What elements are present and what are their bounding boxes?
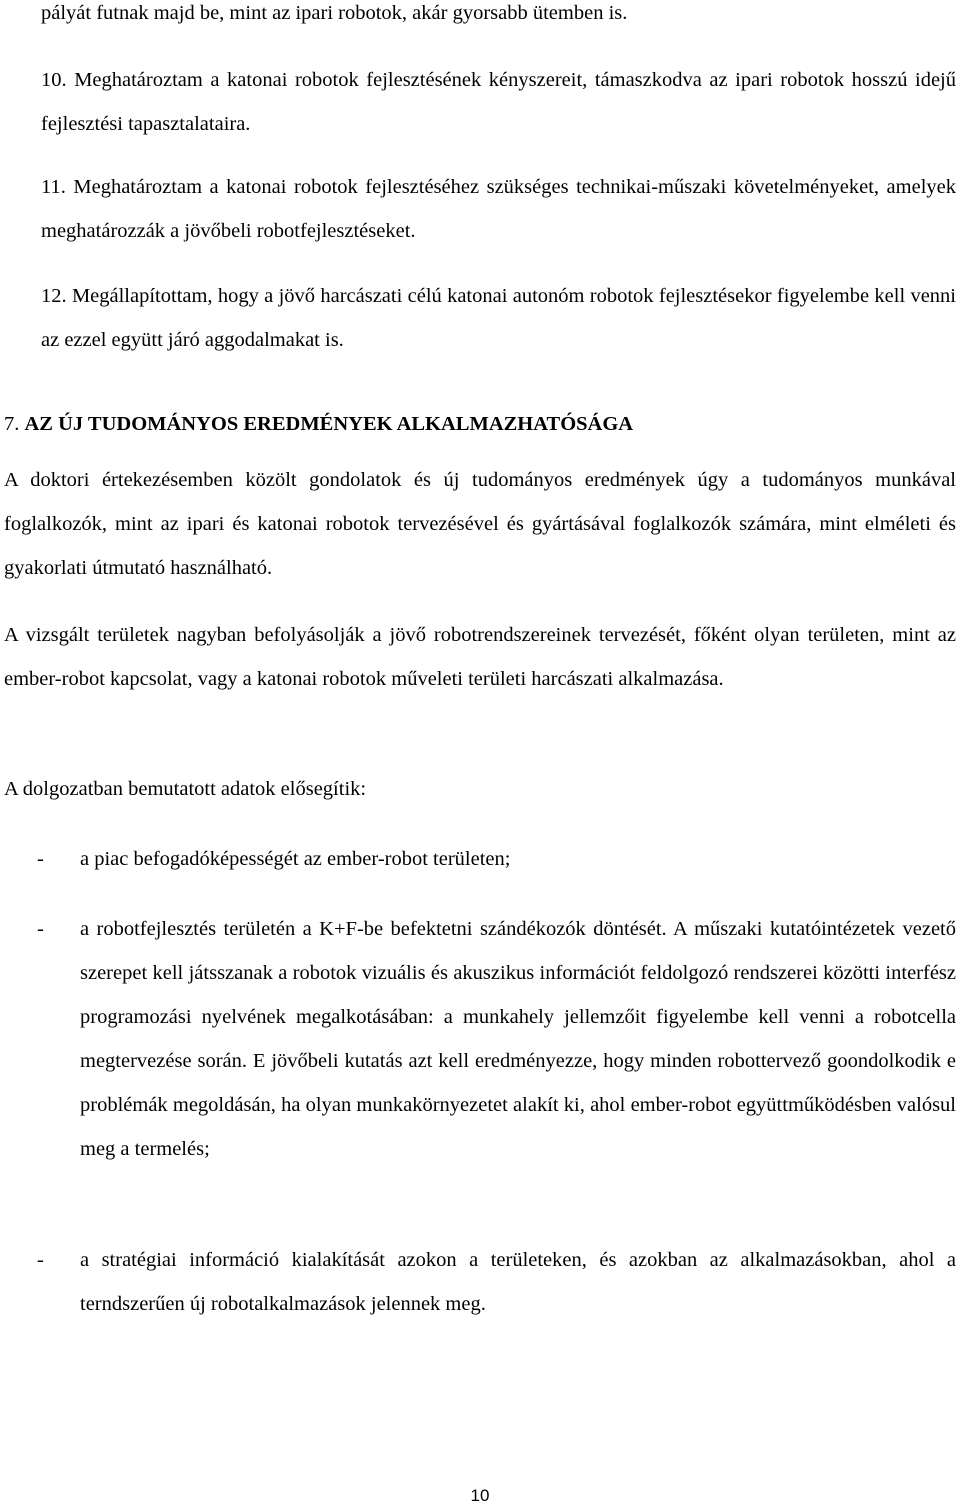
section-number: 7.: [4, 413, 20, 435]
bullet-marker: -: [37, 918, 44, 940]
paragraph-applicability: A doktori értekezésemben közölt gondolatok és új tudományos eredmények úgy a tudományos munkával foglalkozók, mint az ipari és katonai robotok tervezésével és gyártásával foglalkozók számára, mint elméleti és gyakorlati útmutató használható.: [4, 469, 956, 579]
bullet-marker: -: [37, 1249, 44, 1271]
section-title: AZ ÚJ TUDOMÁNYOS EREDMÉNYEK ALKALMAZHATÓSÁGA: [24, 413, 634, 435]
list-item: a stratégiai információ kialakítását azokon a területeken, és azokban az alkalmazásokban, ahol a terndszerűen új robotalkalmazások jelennek meg.: [80, 1249, 956, 1315]
numbered-item-11: 11. Meghatároztam a katonai robotok fejlesztéséhez szükséges technikai-műszaki követelményeket, amelyek meghatározzák a jövőbeli robotfejlesztéseket.: [41, 176, 956, 242]
numbered-item-12: 12. Megállapítottam, hogy a jövő harcászati célú katonai autonóm robotok fejlesztésekor figyelembe kell venni az ezzel együtt járó aggodalmakat is.: [41, 285, 956, 351]
list-item: a robotfejlesztés területén a K+F-be befektetni szándékozók döntését. A műszaki kutatóintézetek vezető szerepet kell játsszanak a robotok vizuális és akuszikus információt feldolgozó rendszerei közötti interfész programozási nyelvének megalkotásában: a munkahely jellemzőit figyelembe kell venni a robotcella megtervezése során. E jövőbeli kutatás azt kell eredményezze, hogy minden robottervező goondolkodik e problémák megoldásán, ha olyan munkakörnyezetet alakít ki, ahol ember-robot együttműködésben valósul meg a termelés;: [80, 918, 956, 1160]
section-heading: [4, 402, 633, 446]
bullet-marker: -: [37, 848, 44, 870]
page-number: 10: [470, 1486, 490, 1505]
paragraph-research-areas: A vizsgált területek nagyban befolyásolják a jövő robotrendszereinek tervezését, főként olyan területen, mint az ember-robot kapcsolat, vagy a katonai robotok műveleti területi harcászati alkalmazása.: [4, 624, 956, 690]
list-item: a piac befogadóképességét az ember-robot területen;: [80, 848, 511, 870]
intro-line: pályát futnak majd be, mint az ipari robotok, akár gyorsabb ütemben is.: [41, 2, 628, 24]
numbered-item-10: 10. Meghatároztam a katonai robotok fejlesztésének kényszereit, támaszkodva az ipari robotok hosszú idejű fejlesztési tapasztalataira.: [41, 69, 956, 135]
paragraph-intro-list: A dolgozatban bemutatott adatok elősegítik:: [4, 778, 367, 800]
